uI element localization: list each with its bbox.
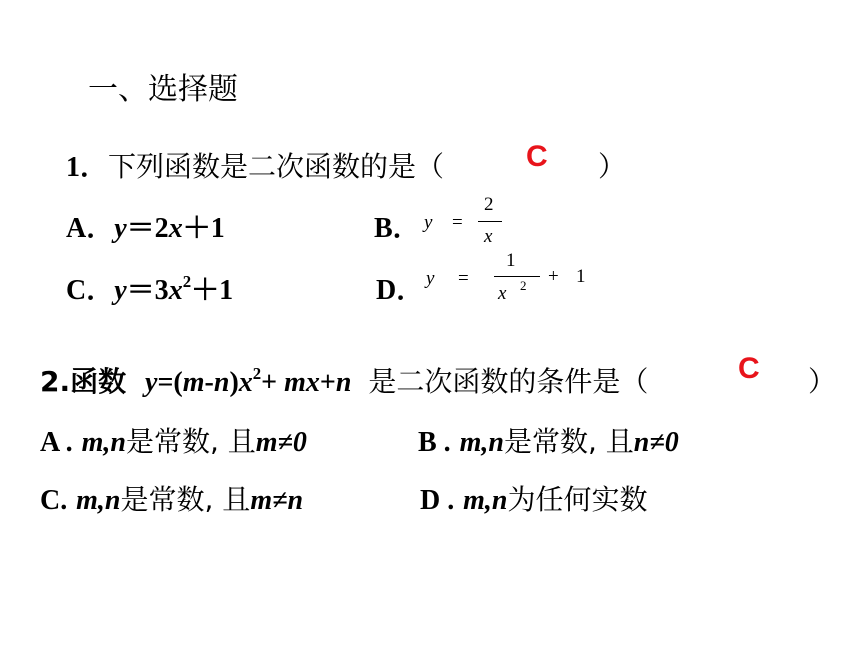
q1-option-d-numerator: 1 <box>506 250 516 271</box>
q2-option-b-cond: n≠0 <box>633 427 679 458</box>
q2-expr-exponent: 2 <box>252 364 262 383</box>
q2-expr-mx: mx <box>284 367 320 398</box>
q2-option-c-text: 是常数, 且 <box>120 483 251 516</box>
q2-option-b-vars: m,n <box>459 427 504 458</box>
q1-option-b-y: y <box>424 212 433 233</box>
q2-option-d-label: D . <box>420 485 455 516</box>
q2-suffix: 是二次函数的条件是（ <box>368 365 649 398</box>
q1-answer: C <box>526 140 548 173</box>
q2-expr-n2: n <box>335 367 352 398</box>
q1-option-d-fraction-bar <box>494 276 540 277</box>
q1-option-a-rest: ＋1 <box>182 213 225 244</box>
q1-option-d-eq: = <box>458 268 469 289</box>
q1-option-a-x: x <box>168 213 183 244</box>
q1-stem-line <box>66 145 444 185</box>
q1-option-d-plus: + <box>548 266 559 287</box>
q1-option-b-label: B． <box>374 213 421 244</box>
q2-expr-plus: + <box>261 367 278 398</box>
q1-option-d-label: D． <box>376 275 425 306</box>
q2-option-c-label: C. <box>40 485 68 516</box>
q1-option-c <box>66 268 233 308</box>
q2-expr-minus: - <box>204 367 214 398</box>
q2-option-c <box>40 478 303 518</box>
q2-stem-line <box>40 360 648 400</box>
q2-expr-plus2: + <box>319 367 336 398</box>
q1-option-d-y: y <box>426 268 435 289</box>
q1-option-b-fraction-bar <box>478 221 502 222</box>
q2-expression <box>145 364 352 398</box>
q1-stem: 下列函数是二次函数的是（ <box>108 150 445 183</box>
q1-option-c-y: y <box>114 275 127 306</box>
q2-option-b <box>418 420 679 460</box>
q1-option-d-const: 1 <box>576 266 586 287</box>
q2-expr-close: ) <box>229 367 239 398</box>
q2-option-b-text: 是常数, 且 <box>503 425 634 458</box>
q2-option-d <box>420 478 648 518</box>
q2-answer: C <box>738 352 760 385</box>
q2-option-c-vars: m,n <box>76 485 121 516</box>
q1-close-paren: ） <box>598 150 627 183</box>
q2-option-a-cond: m≠0 <box>255 427 307 458</box>
q2-option-d-text: 为任何实数 <box>507 483 648 516</box>
q1-option-a-label: A． <box>66 213 115 244</box>
q1-option-c-label: C． <box>66 275 115 306</box>
q2-expr-x: x <box>238 367 253 398</box>
q2-option-a-label: A . <box>40 427 73 458</box>
q2-option-b-label: B . <box>418 427 451 458</box>
q2-option-a-text: 是常数, 且 <box>125 425 256 458</box>
q2-expr-eq: =( <box>157 367 183 398</box>
q2-close-paren: ） <box>808 365 837 398</box>
q1-option-c-x: x <box>168 275 183 306</box>
q1-option-c-eq: ＝3 <box>126 275 169 306</box>
q1-option-d-den-exponent: 2 <box>520 278 527 293</box>
q1-option-b-denominator: x <box>484 226 493 247</box>
q1-option-b-eq: = <box>452 212 463 233</box>
q1-option-a <box>66 206 225 246</box>
q2-expr-y: y <box>145 367 158 398</box>
q2-option-c-cond: m≠n <box>250 485 304 516</box>
q1-number: 1． <box>66 152 109 183</box>
q1-option-c-exponent: 2 <box>182 272 192 291</box>
q1-option-b-numerator: 2 <box>484 194 494 215</box>
q2-expr-m: m <box>182 367 205 398</box>
q1-option-d-denominator: x <box>498 283 507 304</box>
q1-option-c-rest: ＋1 <box>191 275 234 306</box>
section-title: 一、选择题 <box>88 72 238 107</box>
q2-option-a-vars: m,n <box>81 427 126 458</box>
q1-option-a-y: y <box>114 213 127 244</box>
q2-option-a <box>40 420 307 460</box>
q2-option-d-vars: m,n <box>463 485 508 516</box>
q2-expr-n: n <box>213 367 230 398</box>
q1-option-a-eq: ＝2 <box>126 213 169 244</box>
q2-prefix: 2.函数 <box>40 365 127 398</box>
